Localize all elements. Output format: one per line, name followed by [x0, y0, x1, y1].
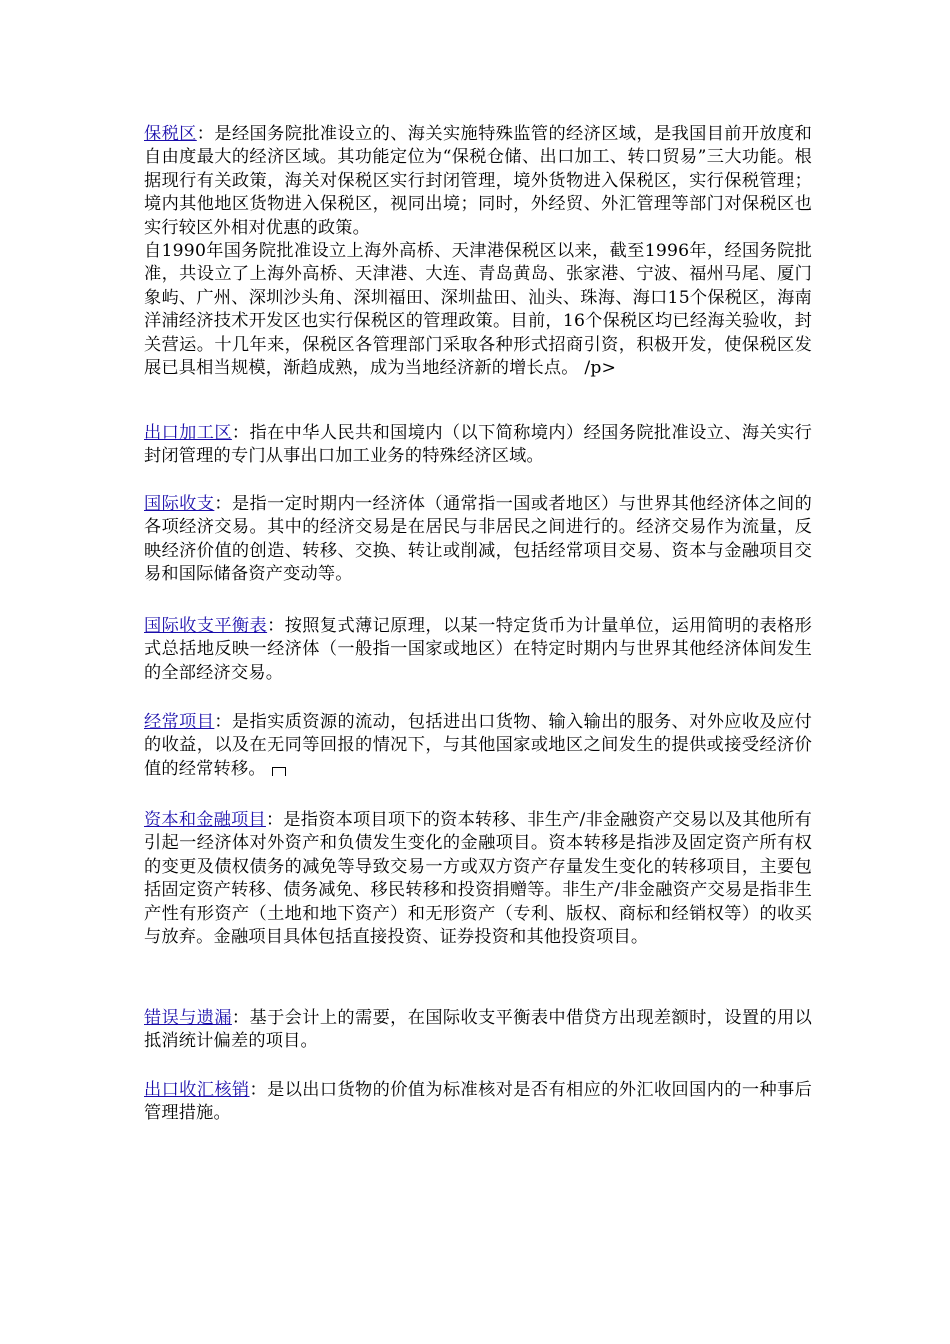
definition-text: 按照复式薄记原理，以某一特定货币为计量单位，运用简明的表格形式总括地反映一经济体（一般指一国家或地区）在特定时期内与世界其他经济体间发生的全部经济交易。	[144, 616, 812, 683]
definition-text: 是经国务院批准设立的、海关实施特殊监管的经济区域，是我国目前开放度和自由度最大的经济区域。其功能定位为“保税仓储、出口加工、转口贸易”三大功能。根据现行有关政策，海关对保税区实行封闭管理，境外货物进入保税区，实行保税管理；境内其他地区货物进入保税区，视同出境；同时，外经贸、外汇管理等部门对保税区也实行较区外相对优惠的政策。	[144, 124, 813, 238]
term-colon: ：	[267, 616, 285, 636]
term-colon: ：	[214, 712, 232, 732]
entry-errors-omissions	[144, 1007, 812, 1054]
term-link[interactable]: 出口收汇核销	[144, 1080, 250, 1100]
definition-text: 基于会计上的需要，在国际收支平衡表中借贷方出现差额时，设置的用以抵消统计偏差的项目。	[144, 1008, 812, 1052]
definition-text: 是指资本项目项下的资本转移、非生产/非金融资产交易以及其他所有引起一经济体对外资产和负债发生变化的金融项目。资本转移是指涉及固定资产所有权的变更及债权债务的减免等导致交易一方或双方资产存量发生变化的转移项目，主要包括固定资产转移、债务减免、移民转移和投资捐赠等。非生产/非金融资产交易是指非生产性有形资产（土地和地下资产）和无形资产（专利、版权、商标和经销权等）的收买与放弃。金融项目具体包括直接投资、证券投资和其他投资项目。	[144, 810, 812, 948]
term-link[interactable]: 经常项目	[144, 712, 215, 732]
term-colon: ：	[231, 1008, 250, 1028]
definition-text: 指在中华人民共和国境内（以下简称境内）经国务院批准设立、海关实行封闭管理的专门从事出口加工业务的特殊经济区域。	[144, 423, 812, 467]
entry-paragraph	[144, 809, 812, 949]
entry-paragraph	[144, 1007, 812, 1054]
entry-export-processing-zone	[144, 422, 812, 469]
term-colon: ：	[265, 810, 284, 830]
entry-paragraph	[144, 422, 812, 469]
definition-text: 是以出口货物的价值为标准核对是否有相应的外汇收回国内的一种事后管理措施。	[144, 1080, 813, 1124]
entry-paragraph	[144, 493, 812, 587]
term-link[interactable]: 错误与遗漏	[144, 1008, 232, 1028]
definition-text: 是指一定时期内一经济体（通常指一国或者地区）与世界其他经济体之间的各项经济交易。其中的经济交易是在居民与非居民之间进行的。经济交易作为流量，反映经济价值的创造、转移、交换、转让或削减，包括经常项目交易、资本与金融项目交易和国际储备资产变动等。	[144, 494, 812, 585]
term-link[interactable]: 国际收支平衡表	[144, 616, 268, 636]
text-cursor-mark	[272, 767, 286, 776]
definition-text: 是指实质资源的流动，包括进出口货物、输入输出的服务、对外应收及应付的收益，以及在无同等回报的情况下，与其他国家或地区之间发生的提供或接受经济价值的经常转移。	[144, 712, 812, 779]
term-link[interactable]: 保税区	[144, 124, 197, 144]
entry-current-account	[144, 711, 812, 781]
term-colon: ：	[214, 494, 232, 514]
term-link[interactable]: 国际收支	[144, 494, 215, 514]
entry-export-verification	[144, 1079, 812, 1126]
entry-balance-of-payments	[144, 493, 812, 587]
entry-bonded-zone	[144, 123, 812, 380]
entry-paragraph	[144, 240, 812, 380]
entry-paragraph	[144, 123, 812, 240]
entry-bop-statement	[144, 615, 812, 685]
term-colon: ：	[196, 124, 215, 144]
entry-paragraph	[144, 615, 812, 685]
entry-capital-financial-account	[144, 809, 812, 949]
entry-paragraph	[144, 1079, 812, 1126]
entry-paragraph	[144, 711, 812, 781]
term-colon: ：	[249, 1080, 268, 1100]
term-link[interactable]: 出口加工区	[144, 423, 232, 443]
definition-text: 自1990年国务院批准设立上海外高桥、天津港保税区以来，截至1996年，经国务院批准，共设立了上海外高桥、天津港、大连、青岛黄岛、张家港、宁波、福州马尾、厦门象屿、广州、深圳沙头角、深圳福田、深圳盐田、汕头、珠海、海口15个保税区，海南洋浦经济技术开发区也实行保税区的管理政策。目前，16个保税区均已经海关验收，封关营运。十几年来，保税区各管理部门采取各种形式招商引资，积极开发，使保税区发展已具相当规模，渐趋成熟，成为当地经济新的增长点。 /p>	[144, 241, 812, 379]
term-colon: ：	[231, 423, 250, 443]
term-link[interactable]: 资本和金融项目	[144, 810, 266, 830]
